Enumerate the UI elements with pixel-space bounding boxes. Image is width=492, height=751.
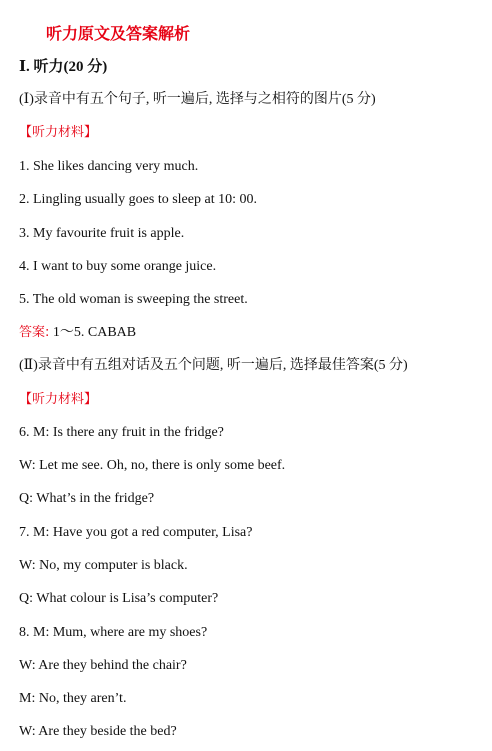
answer-value: 1～5. CABAB: [49, 325, 137, 340]
sentence-5: 5. The old woman is sweeping the street.: [19, 292, 248, 307]
dialogue-line: 7. M: Have you got a red computer, Lisa?: [19, 525, 253, 540]
dialogue-line: W: Let me see. Oh, no, there is only some beef.: [19, 458, 286, 473]
dialogue-line: Q: What’s in the fridge?: [19, 491, 155, 506]
part1-answer: [19, 324, 136, 342]
sentence-1: 1. She likes dancing very much.: [19, 159, 199, 174]
page-title: 听力原文及答案解析: [46, 24, 191, 43]
sentence-3: 3. My favourite fruit is apple.: [19, 226, 185, 241]
sentence-4: 4. I want to buy some orange juice.: [19, 259, 217, 274]
part2-instruction: (Ⅱ)录音中有五组对话及五个问题, 听一遍后, 选择最佳答案(5 分): [19, 358, 408, 373]
dialogue-line: M: No, they aren’t.: [19, 691, 127, 706]
part1-material-tag: 【听力材料】: [19, 125, 98, 140]
part2-material-tag: 【听力材料】: [19, 392, 98, 407]
answer-label: 答案:: [19, 325, 50, 340]
dialogue-line: W: No, my computer is black.: [19, 558, 188, 573]
dialogue-line: W: Are they beside the bed?: [19, 724, 177, 739]
dialogue-line: 6. M: Is there any fruit in the fridge?: [19, 425, 224, 440]
sentence-2: 2. Lingling usually goes to sleep at 10: 00.: [19, 192, 257, 207]
section-heading: Ⅰ. 听力(20 分): [19, 59, 108, 75]
dialogue-line: 8. M: Mum, where are my shoes?: [19, 625, 208, 640]
dialogue-line: W: Are they behind the chair?: [19, 658, 187, 673]
part1-instruction: (Ⅰ)录音中有五个句子, 听一遍后, 选择与之相符的图片(5 分): [19, 92, 376, 107]
dialogue-line: Q: What colour is Lisa’s computer?: [19, 591, 219, 606]
